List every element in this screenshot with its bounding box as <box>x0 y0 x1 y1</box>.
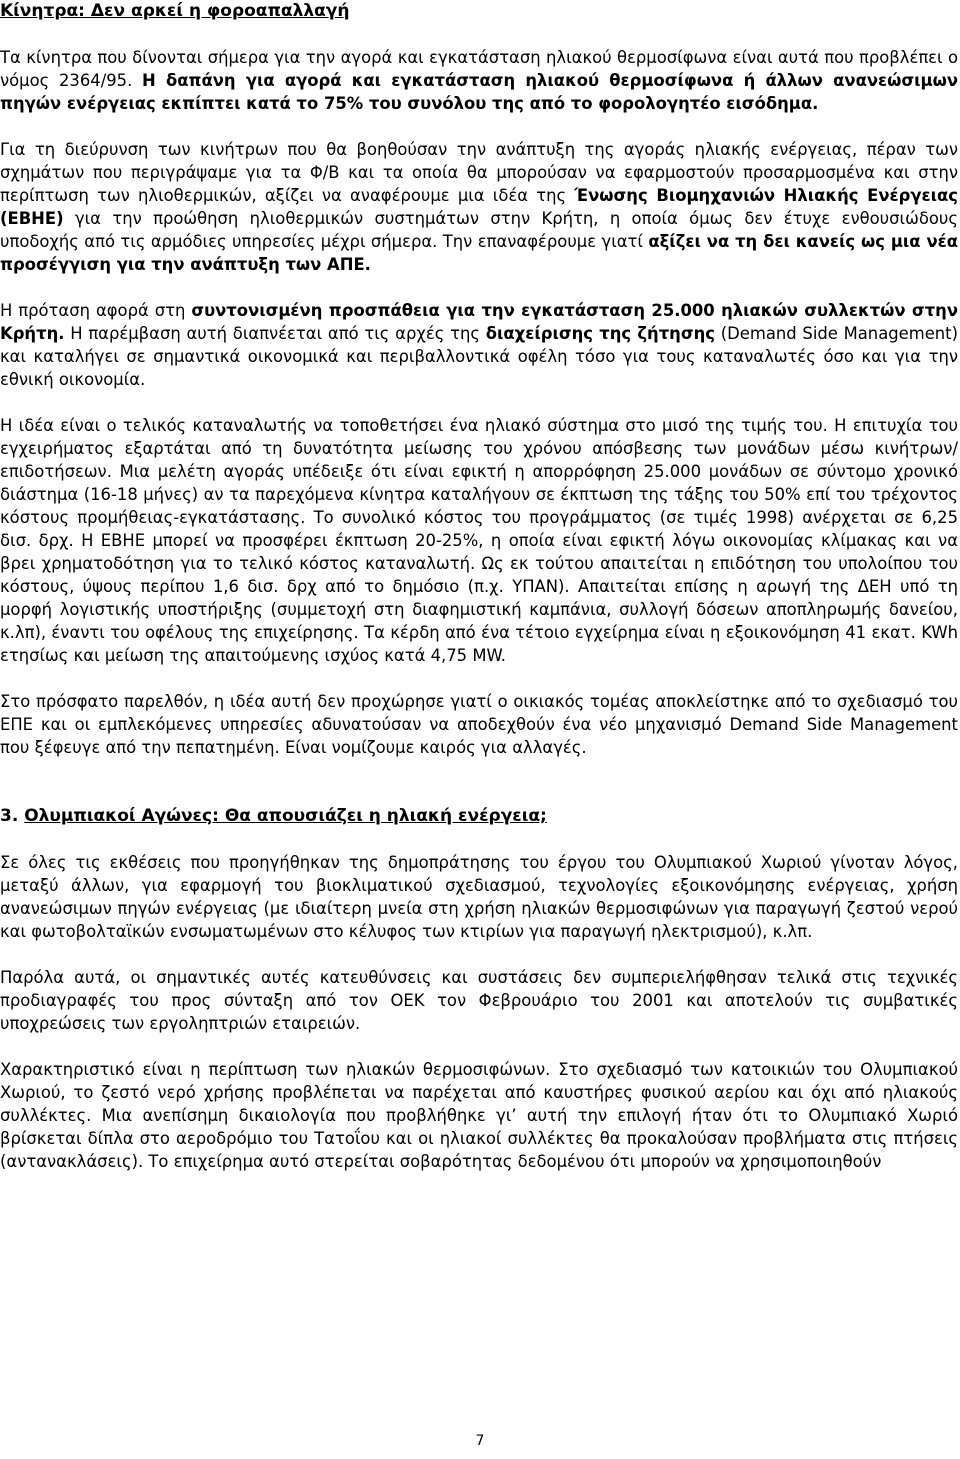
spacer <box>0 276 958 299</box>
paragraph-recent-past: Στο πρόσφατο παρελθόν, η ιδέα αυτή δεν προχώρησε γιατί ο οικιακός τομέας αποκλείστηκε από το σχεδιασμό του ΕΠΕ και οι εμπλεκόμενες υπηρεσίες αδυνατούσαν να αποδεχθούν ένα νέο μηχανισμό Demand Side Management που ξέφευγε από την πεπατημένη. Είναι νομίζουμε καιρός για αλλαγές. <box>0 692 958 757</box>
paragraph-ebhe-idea-text-2: για την προώθηση ηλιοθερμικών συστημάτων στην Κρήτη, η οποία όμως δεν έτυχε ενθουσιώδους υποδοχής από τις αρμόδιες υπηρεσίες μέχρι σήμερα. Την επαναφέρουμε γιατί <box>0 209 958 251</box>
paragraph-ebhe-idea <box>0 138 958 276</box>
paragraph-ebhe-idea-text: Για τη διεύρυνση των κινήτρων που θα βοηθούσαν την ανάπτυξη της αγοράς ηλιακής ενέργειας, πέραν των σχημάτων που περιγράψαμε για τα Φ/Β και τα οποία θα μπορούσαν να εφαρμοστούν προσαρμοσμένα και στην περίπτωση των ηλιοθερμικών, αξίζει να αναφέρουμε μια ιδέα της <box>0 140 958 205</box>
paragraph-proposal <box>0 299 958 391</box>
spacer <box>0 1035 958 1058</box>
heading-incentives: Κίνητρα: Δεν αρκεί η φοροαπαλλαγή <box>0 1 350 21</box>
paragraph-proposal-bold: συντονισμένη προσπάθεια για την εγκατάσταση 25.000 ηλιακών συλλεκτών στην Κρήτη. <box>0 301 958 343</box>
spacer <box>0 115 958 138</box>
spacer <box>0 667 958 690</box>
page-number: 7 <box>475 1433 485 1449</box>
paragraph-tax-law-intro: Τα κίνητρα που δίνονται σήμερα για την αγορά και εγκατάσταση ηλιακού θερμοσίφωνα είναι αυτά που προβλέπει ο νόμος 2364/95. <box>0 48 958 90</box>
paragraph-specifications: Παρόλα αυτά, οι σημαντικές αυτές κατευθύνσεις και συστάσεις δεν συμπεριελήφθησαν τελικά στις τεχνικές προδιαγραφές του προς σύνταξη από τον ΟΕΚ τον Φεβρουάριο του 2001 και αποτελούν τις συμβατικές υποχρεώσεις των εργοληπτριών εταιρειών. <box>0 968 958 1033</box>
paragraph-proposal-bold-2: διαχείρισης της ζήτησης <box>485 324 715 343</box>
paragraph-proposal-text-3: (Demand Side Management) και καταλήγει σε σημαντικά οικονομικά και περιβαλλοντικά οφέλη τόσο για τους καταναλωτές όσο και για την εθνική οικονομία. <box>0 324 958 389</box>
paragraph-olympic-reports: Σε όλες τις εκθέσεις που προηγήθηκαν της δημοπράτησης του έργου του Ολυμπιακού Χωριού γίνοταν λόγος, μεταξύ άλλων, για εφαρμογή του βιοκλιματικού σχεδιασμού, τεχνολογίες εξοικονόμησης ενέργειας, χρήση ανανεώσιμων πηγών ενέργειας (με ιδιαίτερη μνεία στη χρήση ηλιακών θερμοσιφώνων για παραγωγή ζεστού νερού και φωτοβολταϊκών ενσωματωμένων στο κέλυφος των κτιρίων για παραγωγή ηλεκτρισμού), κ.λπ. <box>0 853 958 941</box>
paragraph-proposal-text-2: Η παρέμβαση αυτή διαπνέεται από τις αρχές της <box>64 324 486 343</box>
paragraph-ebhe-idea-bold: αξίζει να τη δει κανείς ως μια νέα προσέγγιση για την ανάπτυξη των ΑΠΕ. <box>0 232 958 274</box>
spacer <box>0 759 958 805</box>
section-heading-olympics <box>0 805 958 828</box>
paragraph-solar-heaters: Χαρακτηριστικό είναι η περίπτωση των ηλιακών θερμοσιφώνων. Στο σχεδιασμό των κατοικιών του Ολυμπιακού Χωριού, το ζεστό νερό χρήσης προβλέπεται να παρέχεται από καυστήρες φυσικού αερίου και όχι από ηλιακούς συλλέκτες. Μια ανεπίσημη δικαιολογία που προβλήθηκε γι’ αυτή την επιλογή ήταν ότι το Ολυμπιακό Χωριό βρίσκεται δίπλα στο αεροδρόμιο του Τατοΐου και οι ηλιακοί συλλέκτες θα προκαλούσαν προβλήματα στις πτήσεις (αντανακλάσεις). Το επιχείρημα αυτό στερείται σοβαρότητας δεδομένου ότι μπορούν να χρησιμοποιηθούν <box>0 1060 958 1171</box>
paragraph-tax-law-bold: Η δαπάνη για αγορά και εγκατάσταση ηλιακού θερμοσίφωνα ή άλλων ανανεώσιμων πηγών ενέργειας εκπίπτει κατά το 75% του συνόλου της από το φορολογητέο εισόδημα. <box>0 71 958 113</box>
paragraph-consumer-idea: Η ιδέα είναι ο τελικός καταναλωτής να τοποθετήσει ένα ηλιακό σύστημα στο μισό της τιμής του. Η επιτυχία του εγχειρήματος εξαρτάται από τη δυνατότητα μείωσης του χρόνου απόσβεσης των μονάδων μέσω κινήτρων/επιδοτήσεων. Μια μελέτη αγοράς υπέδειξε ότι είναι εφικτή η απορρόφηση 25.000 μονάδων σε σύντομο χρονικό διάστημα (16-18 μήνες) αν τα παρεχόμενα κίνητρα καταλήγουν σε έκπτωση της τάξης του 50% επί του τρέχοντος κόστους προμήθειας-εγκατάστασης. Το συνολικό κόστος του προγράμματος (σε τιμές 1998) ανέρχεται σε 6,25 δισ. δρχ. Η ΕΒΗΕ μπορεί να προσφέρει έκπτωση 20-25%, η οποία είναι εφικτή λόγω οικονομίας κλίμακας και να βρει χρηματοδότηση για το τελικό κόστος καταναλωτή. Ως εκ τούτου απαιτείται η επιδότηση του υπολοίπου του κόστους, ύψους περίπου 1,6 δισ. δρχ από το δημόσιο (π.χ. ΥΠΑΝ). Απαιτείται επίσης η αρωγή της ΔΕΗ υπό τη μορφή λογιστικής υποστήριξης (συμμετοχή στη διαφημιστική καμπάνια, συλλογή δόσεων αποπληρωμής δανείου, κ.λπ), έναντι του οφέλους της επιχείρησης. Τα κέρδη από ένα τέτοιο εγχείρημα είναι η εξοικονόμηση 41 εκατ. KWh ετησίως και μείωση της απαιτούμενης ισχύος κατά 4,75 MW. <box>0 416 958 665</box>
spacer <box>0 391 958 414</box>
paragraph-ebhe-idea-org: Ένωσης Βιομηχανιών Ηλιακής Ενέργειας (ΕΒΗΕ) <box>0 186 958 228</box>
spacer <box>0 828 958 851</box>
spacer <box>0 23 958 46</box>
spacer <box>0 943 958 966</box>
section-number: 3. <box>0 806 25 826</box>
paragraph-tax-law <box>0 46 958 115</box>
paragraph-proposal-text: Η πρόταση αφορά στη <box>0 301 192 320</box>
section-title: Ολυμπιακοί Αγώνες: Θα απουσιάζει η ηλιακή ενέργεια; <box>24 806 547 826</box>
